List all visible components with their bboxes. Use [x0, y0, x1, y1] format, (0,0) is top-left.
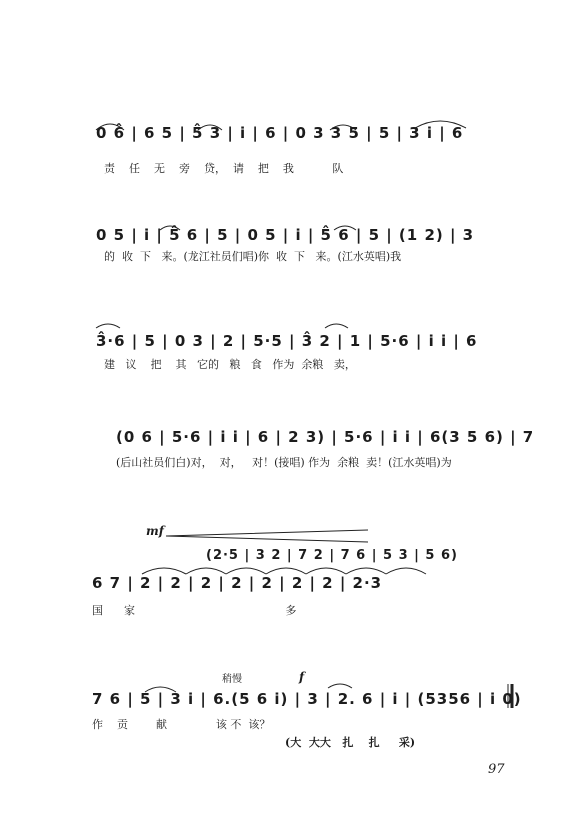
page-number: 97	[488, 762, 505, 777]
dynamic-mark-5: mf	[146, 524, 164, 538]
lyrics-line-2: 的 收 下 来。(龙江社员们唱)你 收 下 来。(江水英唱)我	[104, 250, 402, 263]
music-line-5	[0, 522, 576, 622]
lyrics-line-6: 作 贡 献 该 不 该？	[92, 718, 271, 731]
notation-line-2: 0 5 | i | 5̂ 6 | 5 | 0 5 | i | 5̂ 6 | 5 | (1 2) | 3	[96, 226, 475, 244]
music-line-3	[0, 322, 576, 382]
music-line-4	[0, 424, 576, 484]
dynamic-mark-6: f	[299, 670, 305, 684]
percussion-syllables: (大 大大 扎 扎 采)	[285, 736, 416, 749]
lyrics-line-1: 责 任 无 旁 贷， 请 把 我 队	[104, 162, 344, 175]
lyrics-line-3: 建 议 把 其 它的 粮 食 作为 余粮 卖，	[104, 358, 356, 371]
lyrics-line-5: 国 家 多	[92, 604, 297, 617]
slur-markings-3	[0, 322, 576, 382]
notation-line-4: (0 6 | 5·6 | i i | 6 | 2 3) | 5·6 | i i | 6(3 5 6) | 7	[116, 428, 535, 446]
accompaniment-notation-5: (2·5 | 3 2 | 7 2 | 7 6 | 5 3 | 5 6)	[206, 548, 458, 563]
notation-line-6: 7 6 | 5 | 3 i | 6.(5 6 i) | 3 | 2. 6 | i | (5356 | i 0)	[92, 690, 522, 708]
notation-line-1: 0 6̂ | 6 5 | 5̂ 3 | i | 6 | 0 3 3 5 | 5 | 3 i | 6	[96, 124, 464, 142]
notation-line-5: 6 7 | 2 | 2 | 2 | 2 | 2 | 2 | 2 | 2·3	[92, 574, 383, 592]
notation-line-3: 3̂·6 | 5 | 0 3 | 2 | 5·5 | 3̂ 2 | 1 | 5·6 | i i | 6	[96, 332, 478, 350]
lyrics-line-4: (后山社员们白)对， 对， 对！(接唱) 作为 余粮 卖！(江水英唱)为	[116, 456, 452, 469]
tempo-mark: 稍慢	[222, 674, 242, 685]
music-line-6	[0, 670, 576, 760]
music-line-1	[0, 116, 576, 176]
music-line-2	[0, 220, 576, 280]
